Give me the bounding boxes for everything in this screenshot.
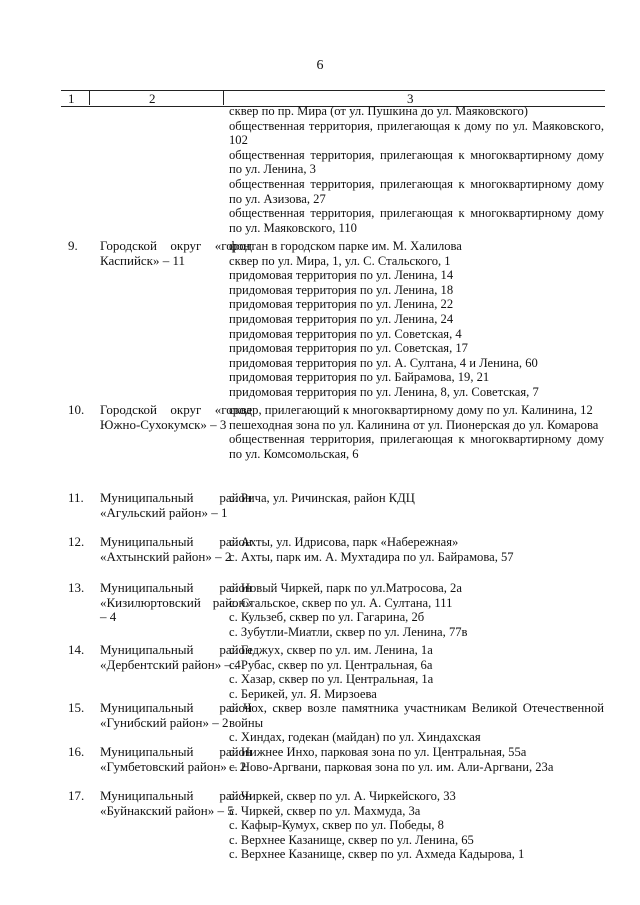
object-item: с. Новый Чиркей, парк по ул.Матросова, 2а	[229, 581, 462, 595]
object-item: придомовая территория по ул. Ленина, 22	[229, 297, 454, 312]
object-item: придомовая территория по ул. Ленина, 24	[229, 311, 454, 326]
object-list	[229, 643, 604, 701]
object-list	[229, 491, 604, 506]
object-item: с. Рубас, сквер по ул. Центральная, 6а	[229, 657, 433, 672]
row-number: 14.	[68, 642, 85, 657]
object-item: с. Кафыр-Кумух, сквер по ул. Победы, 8	[229, 818, 444, 833]
page-number: 6	[316, 58, 324, 73]
object-item: с. Ахты, ул. Идрисова, парк «Набережная»	[229, 535, 459, 549]
row-number: 11.	[68, 490, 84, 505]
object-item: с. Чох, сквер возле памятника участникам Великой Отечественной войны	[229, 701, 604, 730]
object-list	[229, 239, 604, 400]
object-item: с. Зубутли-Миатли, сквер по ул. Ленина, 77в	[229, 624, 468, 639]
district-name: Муниципальный район «Гунибский район» – 2	[100, 700, 252, 730]
header-divider	[223, 90, 224, 105]
district-name: Городской округ «город Южно-Сухокумск» – 3	[100, 402, 252, 432]
object-item: сквер по пр. Мира (от ул. Пушкина до ул. Маяковского)	[229, 104, 528, 118]
object-item: придомовая территория по ул. Ленина, 18	[229, 282, 454, 297]
object-item: фонтан в городском парке им. М. Халилова	[229, 239, 462, 253]
header-col-3: 3	[407, 91, 414, 106]
object-item: с. Верхнее Казанище, сквер по ул. Ахмеда Кадырова, 1	[229, 847, 525, 862]
object-item: с. Берикей, ул. Я. Мирзоева	[229, 686, 377, 701]
object-item: придомовая территория по ул. Советская, 4	[229, 326, 462, 341]
row-number: 13.	[68, 580, 85, 595]
object-item: с. Стальское, сквер по ул. А. Султана, 111	[229, 595, 453, 610]
row-number: 15.	[68, 700, 85, 715]
object-item: с. Нижнее Инхо, парковая зона по ул. Центральная, 55а	[229, 745, 527, 759]
object-item: сквер, прилегающий к многоквартирному дому по ул. Калинина, 12	[229, 403, 593, 417]
district-name: Муниципальный район «Кизилюртовский район» – 4	[100, 580, 252, 625]
object-item: с. Чиркей, сквер по ул. А. Чиркейского, 33	[229, 789, 456, 803]
object-list	[229, 789, 604, 862]
district-name: Муниципальный район «Агульский район» – 1	[100, 490, 252, 520]
object-item: придомовая территория по ул. А. Султана, 4 и Ленина, 60	[229, 355, 538, 370]
object-item: с. Хиндах, годекан (майдан) по ул. Хиндахская	[229, 730, 481, 745]
row-number: 9.	[68, 238, 78, 253]
object-list	[229, 403, 604, 461]
district-name: Муниципальный район «Гумбетовский район» – 2	[100, 744, 252, 774]
district-name: Муниципальный район «Дербентский район» – 4	[100, 642, 252, 672]
object-list	[229, 745, 604, 774]
object-item: сквер по ул. Мира, 1, ул. С. Стальского, 1	[229, 253, 451, 268]
row-number: 16.	[68, 744, 85, 759]
row-number: 17.	[68, 788, 85, 803]
object-item: с. Ново-Аргвани, парковая зона по ул. им. Али-Аргвани, 23а	[229, 759, 554, 774]
object-item: с. Хазар, сквер по ул. Центральная, 1а	[229, 672, 434, 687]
object-item: придомовая территория по ул. Ленина, 8, ул. Советская, 7	[229, 384, 539, 399]
object-item: с. Ахты, парк им. А. Мухтадира по ул. Байрамова, 57	[229, 549, 514, 564]
object-item: общественная территория, прилегающая к дому по ул. Маяковского, 102	[229, 118, 604, 148]
object-list	[229, 535, 604, 564]
header-col-2: 2	[149, 91, 156, 106]
object-item: придомовая территория по ул. Ленина, 14	[229, 268, 454, 283]
object-item: придомовая территория по ул. Байрамова, 19, 21	[229, 370, 490, 385]
object-item: с. Кульзеб, сквер по ул. Гагарина, 2б	[229, 610, 425, 625]
object-item: с. Верхнее Казанище, сквер по ул. Ленина, 65	[229, 832, 474, 847]
row-number: 12.	[68, 534, 85, 549]
object-item: с. Чиркей, сквер по ул. Махмуда, 3а	[229, 803, 421, 818]
object-item: общественная территория, прилегающая к многоквартирному дому по ул. Комсомольская, 6	[229, 432, 604, 461]
object-list	[229, 581, 604, 639]
object-item: с. Рича, ул. Ричинская, район КДЦ	[229, 491, 415, 505]
district-name: Муниципальный район «Буйнакский район» – 5	[100, 788, 252, 818]
object-item: придомовая территория по ул. Советская, 17	[229, 341, 468, 356]
header-col-1: 1	[68, 91, 75, 106]
district-name: Муниципальный район «Ахтынский район» – 2	[100, 534, 252, 564]
object-item: общественная территория, прилегающая к многоквартирному дому по ул. Азизова, 27	[229, 176, 604, 206]
object-list	[229, 701, 604, 745]
header-divider	[89, 90, 90, 105]
object-item: общественная территория, прилегающая к многоквартирному дому по ул. Ленина, 3	[229, 147, 604, 177]
district-name: Городской округ «город Каспийск» – 11	[100, 238, 252, 268]
object-item: общественная территория, прилегающая к многоквартирному дому по ул. Маяковского, 110	[229, 206, 604, 235]
row-number: 10.	[68, 402, 85, 417]
object-item: пешеходная зона по ул. Калинина от ул. Пионерская до ул. Комарова	[229, 417, 599, 432]
object-list	[229, 104, 604, 235]
object-item: с. Геджух, сквер по ул. им. Ленина, 1а	[229, 643, 433, 657]
